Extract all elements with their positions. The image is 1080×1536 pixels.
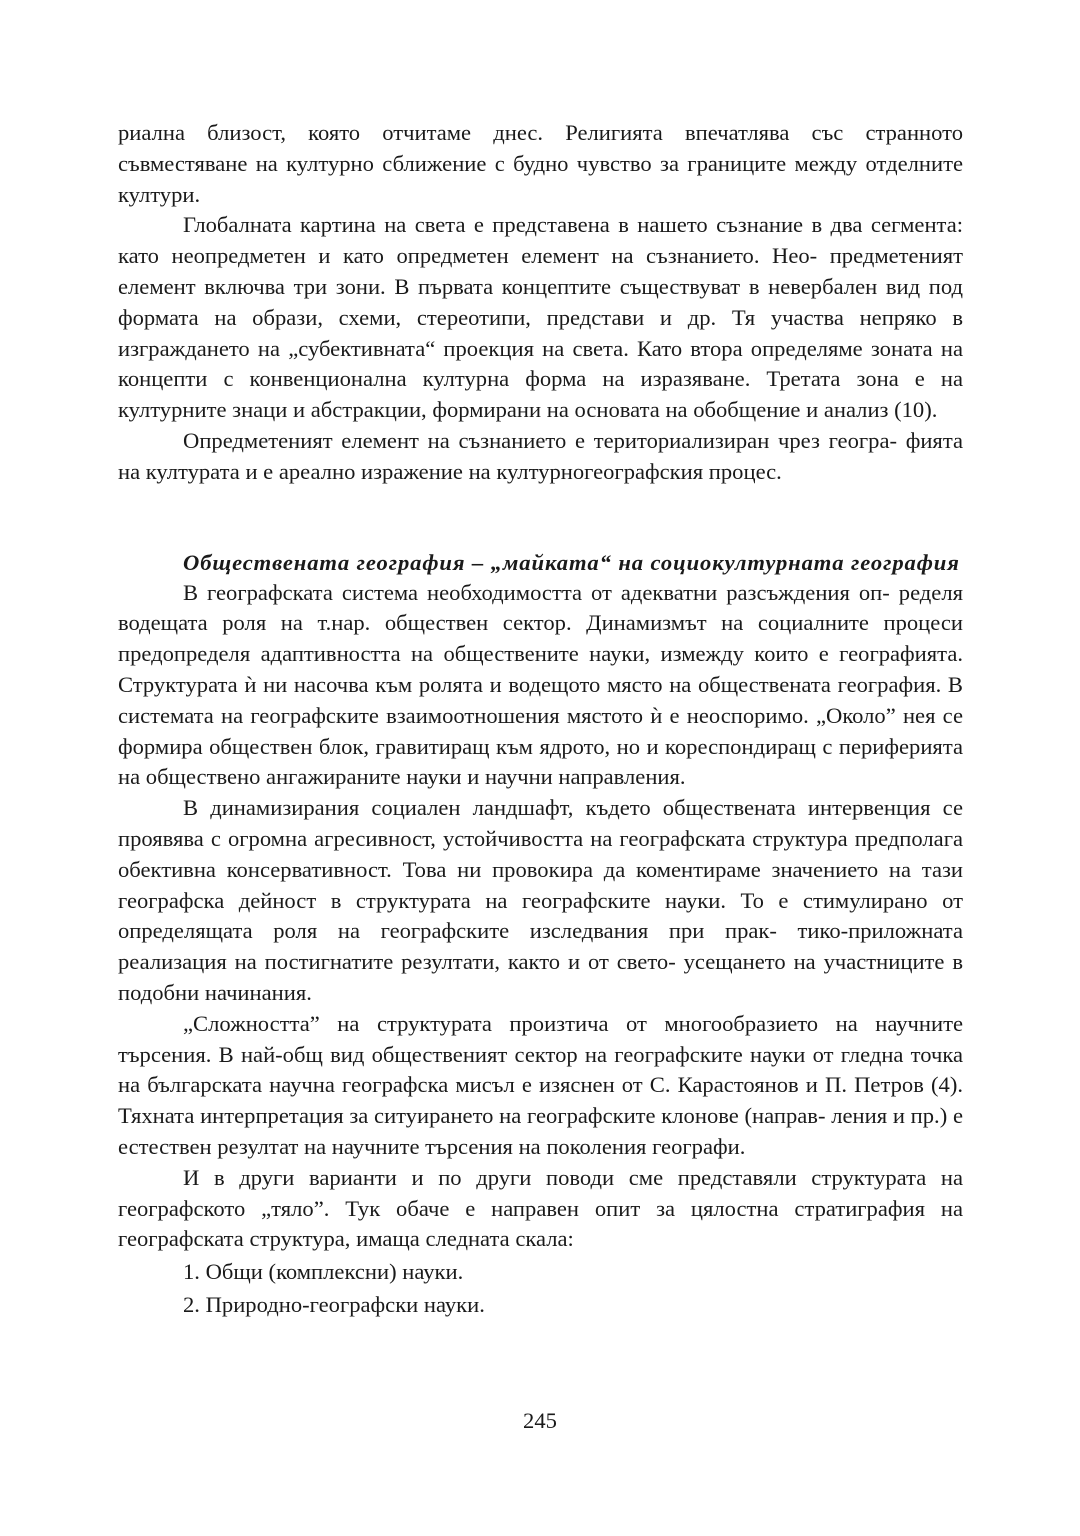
- paragraph-objectified-element: Опредметеният елемент на съзнанието е териториализиран чрез геогра- фията на културата и е ареално изражение на културногеографския процес.: [118, 427, 963, 484]
- list-item: 1. Общи (комплексни) науки.: [183, 1259, 464, 1285]
- page-body: [118, 118, 963, 1321]
- page-number: 245: [523, 1408, 557, 1433]
- section-heading: Обществената география – „майката“ на социокултурната география: [183, 549, 960, 575]
- list-item: 2. Природно-географски науки.: [183, 1291, 485, 1317]
- paragraph-complexity: „Сложността” на структурата произтича от многообразието на научните търсения. В най-общ вид общественият сектор на географските науки от гледна точка на българската научна географска мисъл е изяснен от С. Карастоянов и П. Петров (4). Тяхната интерпретация за ситуирането на географските клонове (направ- ления и пр.) е естествен резултат на научните търсения на поколения географи.: [118, 1010, 963, 1159]
- paragraph-global-picture: Глобалната картина на света е представена в нашето съзнание в два сегмента: като неопредметен и като опредметен елемент на съзнанието. Нео- предметеният елемент включва три зони. В първата концептите съществуват в невербален вид под формата на образи, схеми, стереотипи, представи и др. Тя участва непряко в изграждането на „субективната“ проекция на света. Като втора определяме зоната на концепти с конвенционална културна форма на изразяване. Третата зона е на културните знаци и абстракции, формирани на основата на обобщение и анализ (10).: [118, 212, 963, 423]
- paragraph-geographic-system: В географската система необходимостта от адекватни разсъждения оп- ределя водещата роля на т.нар. обществен сектор. Динамизмът на социалните процеси предопределя адаптивността на обществените науки, измежду които е географията. Структурата ѝ ни насочва към ролята и водещото място на обществената география. В системата на географските взаимоотношения мястото ѝ е неоспоримо. „Около” нея се формира обществен блок, гравитиращ към ядрото, но и кореспондиращ с периферията на обществено ангажираните науки и научни направления.: [118, 579, 963, 790]
- paragraph-social-landscape: В динамизирания социален ландшафт, където обществената интервенция се проявява с огромна агресивност, устойчивостта на географската структура предполага обективна консервативност. Това ни провокира да коментираме значението на тази географска дейност в структурата на географските науки. То е стимулирано от определящата роля на географските изследвания при прак- тико-приложната реализация на постигнатите резултати, както и от свето- усещането на участниците в подобни начинания.: [118, 795, 963, 1005]
- paragraph-other-variants: И в други варианти и по други поводи сме представяли структурата на географското „тяло”. Тук обаче е направен опит за цялостна стратиграфия на географската структура, имаща следната скала:: [118, 1164, 963, 1252]
- paragraph-continued: риална близост, която отчитаме днес. Религията впечатлява със странното съвместяване на културно сближение с будно чувство за границите между отделните култури.: [118, 120, 963, 207]
